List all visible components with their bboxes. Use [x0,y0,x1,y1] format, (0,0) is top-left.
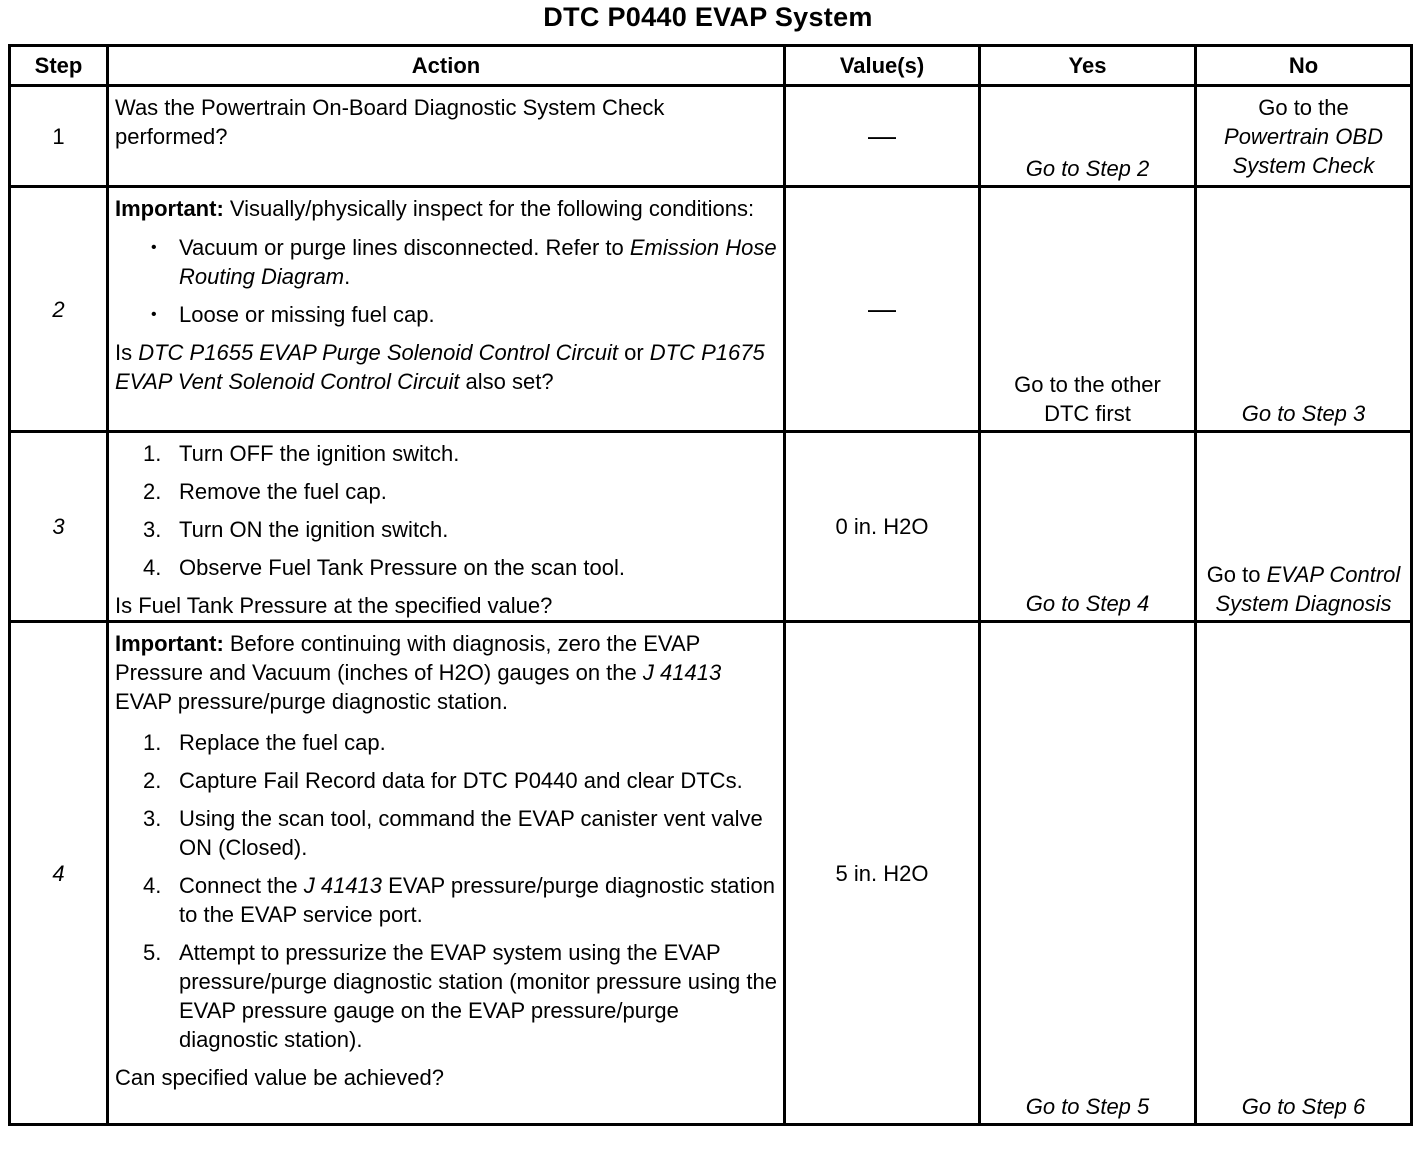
procedure-list [115,728,777,1054]
value-cell [785,187,980,432]
item-number: 1. [143,730,162,755]
list-item [115,804,777,862]
important-text: Before continuing with diagnosis, zero the EVAP Pressure and Vacuum (inches of H2O) gauges on the [115,631,700,685]
tool-ref: J 41413 [642,660,722,685]
page-title: DTC P0440 EVAP System [543,2,873,32]
list-item [115,300,777,329]
item-text: Turn ON the ignition switch. [179,517,449,542]
no-cell [1196,622,1412,1125]
item-number: 2. [143,768,162,793]
important-note [115,188,777,223]
item-number: 4. [143,873,162,898]
important-text: Visually/physically inspect for the following conditions: [223,196,755,221]
table-row [10,432,1412,622]
table-header-row [10,46,1412,86]
no-link[interactable]: Go to Step 3 [1241,401,1366,426]
value-cell [785,622,980,1125]
no-prefix: Go to [1206,562,1267,587]
no-link[interactable]: EVAP Control System Diagnosis [1215,562,1401,616]
action-cell [108,622,785,1125]
list-item [115,477,777,506]
value-text: — [868,292,896,324]
item-text: Turn OFF the ignition switch. [179,441,460,466]
value-text: 0 in. H2O [835,514,929,539]
item-text: Observe Fuel Tank Pressure on the scan tool. [179,555,625,580]
yes-link[interactable]: Go to Step 2 [1025,156,1150,181]
yes-link[interactable]: Go to Step 5 [1025,1094,1150,1119]
step-number: 2 [10,187,108,432]
dtc-link[interactable]: DTC P1655 EVAP Purge Solenoid Control Circuit [138,340,618,365]
important-label: Important: [115,631,224,656]
bullet-text: Loose or missing fuel cap. [179,302,435,327]
no-cell [1196,187,1412,432]
list-item [115,728,777,757]
tool-ref: J 41413 [303,873,383,898]
important-label: Important: [115,196,224,221]
header-yes: Yes [980,46,1196,86]
list-item [115,871,777,929]
list-item [115,938,777,1054]
table-row [10,187,1412,432]
item-text: Remove the fuel cap. [179,479,387,504]
list-item [115,553,777,582]
item-number: 3. [143,806,162,831]
header-action: Action [108,46,785,86]
diagnostic-table [8,44,1413,1126]
important-text: EVAP pressure/purge diagnostic station. [115,689,508,714]
action-question: Is Fuel Tank Pressure at the specified value? [115,593,553,618]
item-text: Capture Fail Record data for DTC P0440 and clear DTCs. [179,768,743,793]
dtc-link[interactable]: DTC P1675 EVAP Vent Solenoid Control Circuit [115,340,765,394]
q-text: also set? [459,369,554,394]
action-cell [108,86,785,187]
item-number: 4. [143,555,162,580]
yes-cell [980,622,1196,1125]
reference-link[interactable]: Emission Hose Routing Diagram [179,235,777,289]
important-note [115,623,777,716]
item-text: EVAP pressure/purge diagnostic station to the EVAP service port. [179,873,776,927]
yes-link[interactable]: Go to the other DTC first [1014,372,1161,426]
item-text: Replace the fuel cap. [179,730,386,755]
step-number: 3 [10,432,108,622]
yes-cell [980,187,1196,432]
list-item [115,766,777,795]
list-item [115,439,777,468]
no-prefix: Go to the [1258,95,1349,120]
value-cell [785,432,980,622]
header-no: No [1196,46,1412,86]
item-number: 3. [143,517,162,542]
value-text: 5 in. H2O [835,860,929,886]
no-link[interactable]: Go to Step 6 [1241,1094,1366,1119]
condition-list [115,233,777,329]
q-text: Is [115,340,139,365]
item-text: Attempt to pressurize the EVAP system using the EVAP pressure/purge diagnostic station (monitor pressure using the EVAP pressure gauge on the EVAP pressure/purge diagnostic station). [179,940,777,1052]
no-link[interactable]: Powertrain OBD System Check [1224,124,1383,178]
yes-cell [980,86,1196,187]
bullet-text: Vacuum or purge lines disconnected. Refer to [179,235,630,260]
yes-link[interactable]: Go to Step 4 [1025,591,1150,616]
bullet-end: . [344,264,351,289]
item-text: Connect the [179,873,304,898]
step-number: 1 [10,86,108,187]
action-cell [108,187,785,432]
header-step: Step [10,46,108,86]
value-cell [785,86,980,187]
table-row [10,622,1412,1125]
procedure-list [115,439,777,582]
q-text: or [618,340,650,365]
action-question [115,338,777,396]
action-question: Was the Powertrain On-Board Diagnostic System Check performed? [115,95,665,149]
yes-cell [980,432,1196,622]
no-cell [1196,86,1412,187]
value-text: — [868,119,896,151]
no-cell [1196,432,1412,622]
action-cell [108,432,785,622]
action-question: Can specified value be achieved? [115,1065,445,1090]
item-number: 1. [143,441,162,466]
step-number: 4 [10,622,108,1125]
list-item [115,515,777,544]
item-text: Using the scan tool, command the EVAP canister vent valve ON (Closed). [179,806,763,860]
item-number: 2. [143,479,162,504]
list-item [115,233,777,291]
item-number: 5. [143,940,162,965]
table-row [10,86,1412,187]
header-values: Value(s) [785,46,980,86]
